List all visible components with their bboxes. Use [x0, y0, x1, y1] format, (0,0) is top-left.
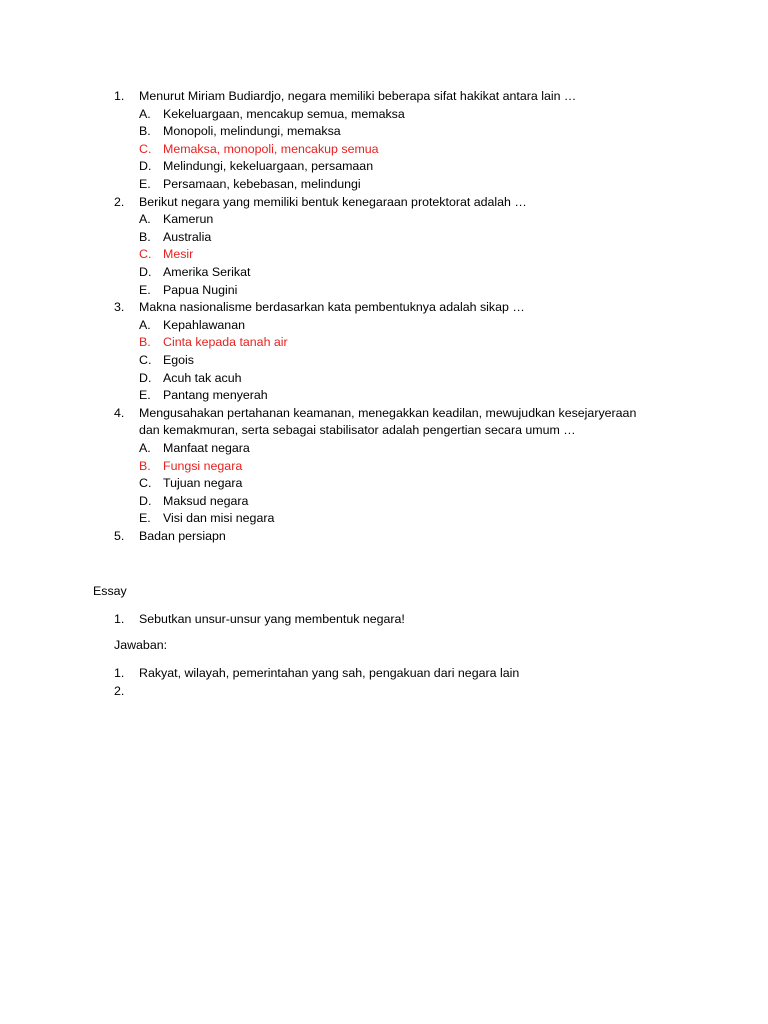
option-text: Monopoli, melindungi, memaksa [163, 124, 341, 139]
option-text: Persamaan, kebebasan, melindungi [163, 177, 361, 191]
option-text: Visi dan misi negara [163, 511, 275, 526]
question-number: 2. [114, 194, 125, 209]
option-letter: B. [139, 229, 151, 244]
question-text: Badan persiapn [139, 529, 226, 543]
option-text: Memaksa, monopoli, mencakup semua [163, 141, 379, 156]
option-text: Cinta kepada tanah air [163, 335, 288, 350]
essay-answer-number: 2. [114, 684, 125, 698]
option-text: Australia [163, 229, 212, 244]
question-text: Berikut negara yang memiliki bentuk kenegaraan protektorat adalah … [139, 194, 527, 209]
option-text: Amerika Serikat [163, 265, 251, 279]
question-number: 5. [114, 529, 125, 543]
option-letter: E. [139, 388, 151, 403]
option-text: Fungsi negara [163, 458, 243, 473]
option-letter: A. [139, 317, 151, 332]
option-letter: E. [139, 511, 151, 526]
question-text: Makna nasionalisme berdasarkan kata pembentuknya adalah sikap … [139, 300, 525, 315]
option-text: Egois [163, 353, 194, 367]
option-letter: C. [139, 141, 152, 156]
option-letter: A. [139, 441, 151, 455]
question-text: Mengusahakan pertahanan keamanan, menegakkan keadilan, mewujudkan kesejaryeraan [139, 405, 637, 420]
option-letter: E. [139, 177, 151, 191]
option-letter: B. [139, 124, 151, 139]
option-text: Maksud negara [163, 493, 249, 508]
option-text: Manfaat negara [163, 441, 250, 455]
option-text: Kekeluargaan, mencakup semua, memaksa [163, 106, 405, 121]
option-letter: C. [139, 247, 152, 262]
essay-answer-text: Rakyat, wilayah, pemerintahan yang sah, pengakuan dari negara lain [139, 666, 520, 680]
option-text: Mesir [163, 247, 194, 262]
option-text: Kamerun [163, 212, 214, 227]
option-text: Melindungi, kekeluargaan, persamaan [163, 159, 374, 174]
essay-heading: Essay [93, 584, 127, 598]
question-text: Menurut Miriam Budiardjo, negara memiliki beberapa sifat hakikat antara lain … [139, 89, 577, 103]
essay-answer-number: 1. [114, 666, 125, 680]
option-text: Pantang menyerah [163, 388, 268, 403]
option-letter: C. [139, 476, 152, 491]
option-letter: D. [139, 493, 152, 508]
question-number: 1. [114, 89, 125, 103]
option-letter: D. [139, 370, 152, 385]
option-letter: A. [139, 106, 151, 121]
option-text: Papua Nugini [163, 282, 238, 297]
option-letter: E. [139, 282, 151, 297]
question-number: 4. [114, 405, 125, 420]
option-letter: D. [139, 265, 152, 279]
option-letter: D. [139, 159, 152, 174]
option-text: Kepahlawanan [163, 317, 245, 332]
question-number: 3. [114, 300, 125, 315]
option-letter: C. [139, 353, 152, 367]
essay-question-number: 1. [114, 612, 125, 626]
essay-question-text: Sebutkan unsur-unsur yang membentuk negara! [139, 612, 405, 626]
option-letter: A. [139, 212, 151, 227]
option-letter: B. [139, 335, 151, 350]
question-text: dan kemakmuran, serta sebagai stabilisator adalah pengertian secara umum … [139, 423, 576, 438]
option-text: Tujuan negara [163, 476, 243, 491]
option-letter: B. [139, 458, 151, 473]
option-text: Acuh tak acuh [163, 370, 242, 385]
answer-label: Jawaban: [114, 638, 168, 652]
